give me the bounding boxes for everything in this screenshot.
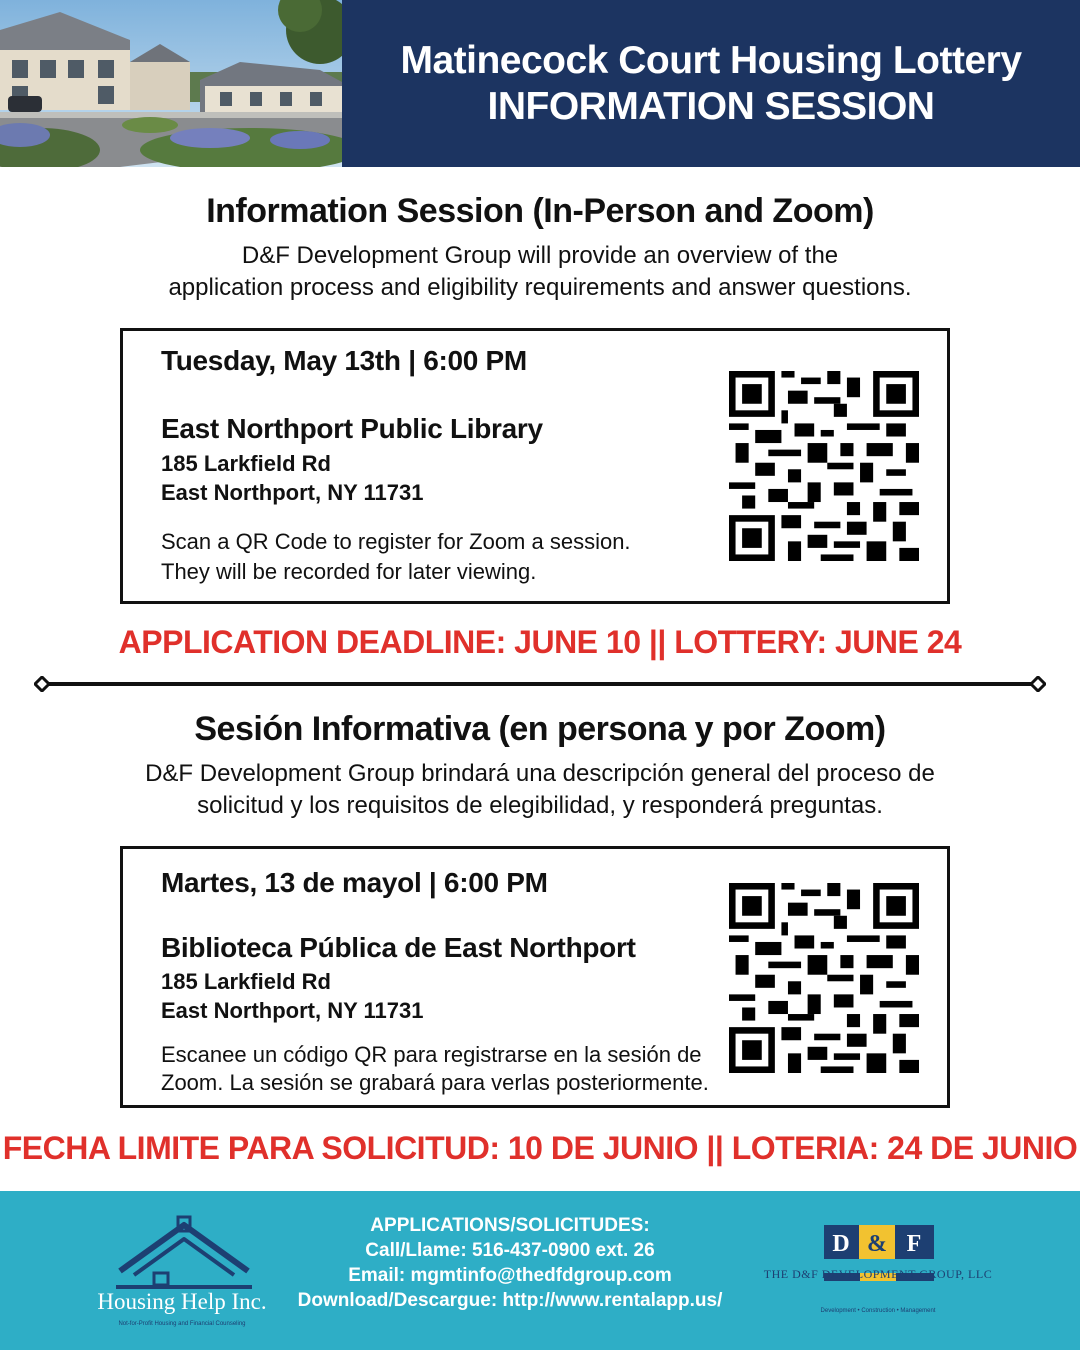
housing-help-logo-text: Housing Help Inc. [97,1289,267,1314]
spanish-zoom-qr-code[interactable] [729,883,919,1073]
english-section-title: Information Session (In-Person and Zoom) [206,192,874,230]
contact-info [270,1213,750,1313]
df-company-name: THE D&F DEVELOPMENT GROUP, LLC [763,1267,993,1281]
header-banner [0,0,1080,167]
english-deadline: APPLICATION DEADLINE: JUNE 10 || LOTTERY: JUNE 24 [118,624,962,660]
spanish-event-box [120,846,950,1108]
spanish-note-line2: Zoom. La sesión se grabará para verlas posteriormente. [161,1070,709,1095]
session-title: INFORMATION SESSION [487,84,935,128]
lottery-title: Matinecock Court Housing Lottery [400,38,1022,82]
contact-download-link[interactable]: Download/Descargue: http://www.rentalapp.us/ [297,1290,723,1311]
english-note-line2: They will be recorded for later viewing. [161,559,537,584]
spanish-desc-line2: solicitud y los requisitos de elegibilidad, y responderá preguntas. [197,792,883,819]
english-desc-line2: application process and eligibility requirements and answer questions. [168,274,912,301]
english-venue-name: East Northport Public Library [161,413,543,444]
english-address-line1: 185 Larkfield Rd [161,451,331,476]
english-zoom-qr-code[interactable] [729,371,919,561]
housing-help-house-icon [96,1213,272,1333]
df-tagline: Development • Construction • Management [820,1308,936,1314]
townhouse-photo [0,0,342,167]
spanish-note-line1: Escanee un código QR para registrarse en la sesión de [161,1042,702,1067]
svg-text:F: F [906,1231,922,1257]
svg-text:D: D [832,1231,850,1257]
spanish-event-date: Martes, 13 de mayol | 6:00 PM [161,867,548,898]
spanish-deadline: FECHA LIMITE PARA SOLICITUD: 10 DE JUNIO || LOTERIA: 24 DE JUNIO [2,1130,1078,1166]
spanish-address-line2: East Northport, NY 11731 [161,998,424,1023]
contact-phone[interactable]: Call/Llame: 516-437-0900 ext. 26 [365,1240,655,1261]
contact-email[interactable]: Email: mgmtinfo@thedfdgroup.com [348,1265,672,1286]
english-address-line2: East Northport, NY 11731 [161,480,424,505]
contact-footer [0,1191,1080,1350]
english-note-line1: Scan a QR Code to register for Zoom a session. [161,529,631,554]
english-desc-line1: D&F Development Group will provide an overview of the [241,242,839,269]
spanish-desc-line1: D&F Development Group brindará una descripción general del proceso de [145,760,935,787]
english-event-box [120,328,950,604]
housing-help-tagline: Not-for-Profit Housing and Financial Counseling [118,1321,246,1327]
english-event-date: Tuesday, May 13th | 6:00 PM [161,345,527,376]
spanish-address-line1: 185 Larkfield Rd [161,969,331,994]
spanish-venue-name: Biblioteca Pública de East Northport [161,932,636,963]
svg-text:&: & [867,1231,887,1257]
contact-heading: APPLICATIONS/SOLICITUDES: [370,1215,650,1236]
header-title [342,0,1080,167]
spanish-section-title: Sesión Informativa (en persona y por Zoom) [194,710,886,748]
section-divider [34,676,1046,692]
